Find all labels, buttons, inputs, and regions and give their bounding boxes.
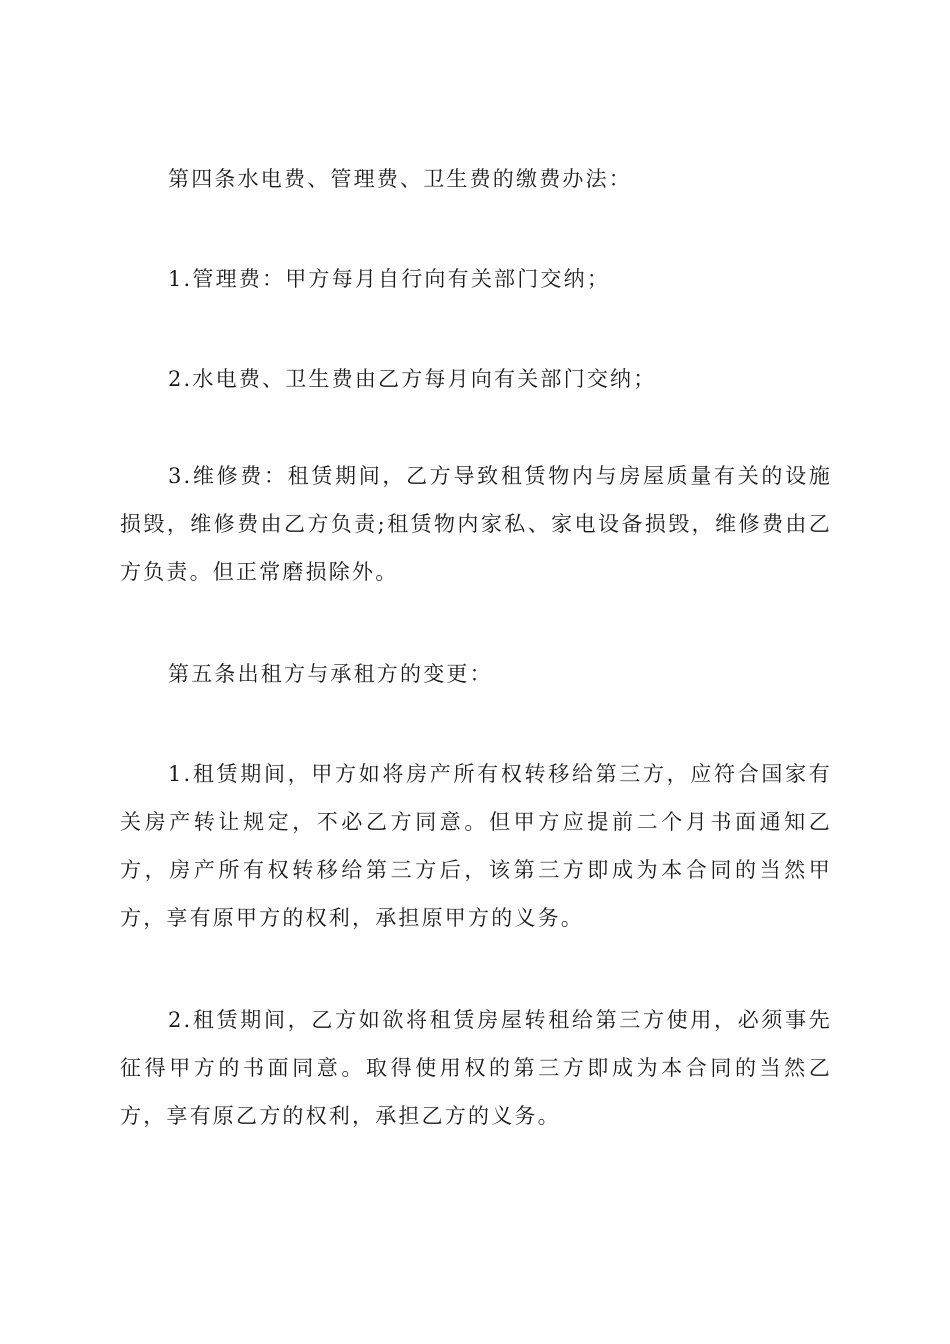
article-5-item-2: 2.租赁期间，乙方如欲将租赁房屋转租给第三方使用，必须事先征得甲方的书面同意。取得使用权的第三方即成为本合同的当然乙方，享有原乙方的权利，承担乙方的义务。 [120,1008,832,1128]
article-5-heading: 第五条出租方与承租方的变更： [168,662,493,686]
article-4-item-3: 3.维修费：租赁期间，乙方导致租赁物内与房屋质量有关的设施损毁，维修费由乙方负责;租赁物内家私、家电设备损毁，维修费由乙方负责。但正常磨损除外。 [120,464,832,584]
article-4-heading: 第四条水电费、管理费、卫生费的缴费办法： [168,167,632,191]
article-5-item-1: 1.租赁期间，甲方如将房产所有权转移给第三方，应符合国家有关房产转让规定，不必乙方同意。但甲方应提前二个月书面通知乙方，房产所有权转移给第三方后，该第三方即成为本合同的当然甲方，享有原甲方的权利，承担原甲方的义务。 [120,762,832,930]
article-4-item-1: 1.管理费：甲方每月自行向有关部门交纳； [168,267,611,291]
article-4-item-2: 2.水电费、卫生费由乙方每月向有关部门交纳； [168,367,657,391]
